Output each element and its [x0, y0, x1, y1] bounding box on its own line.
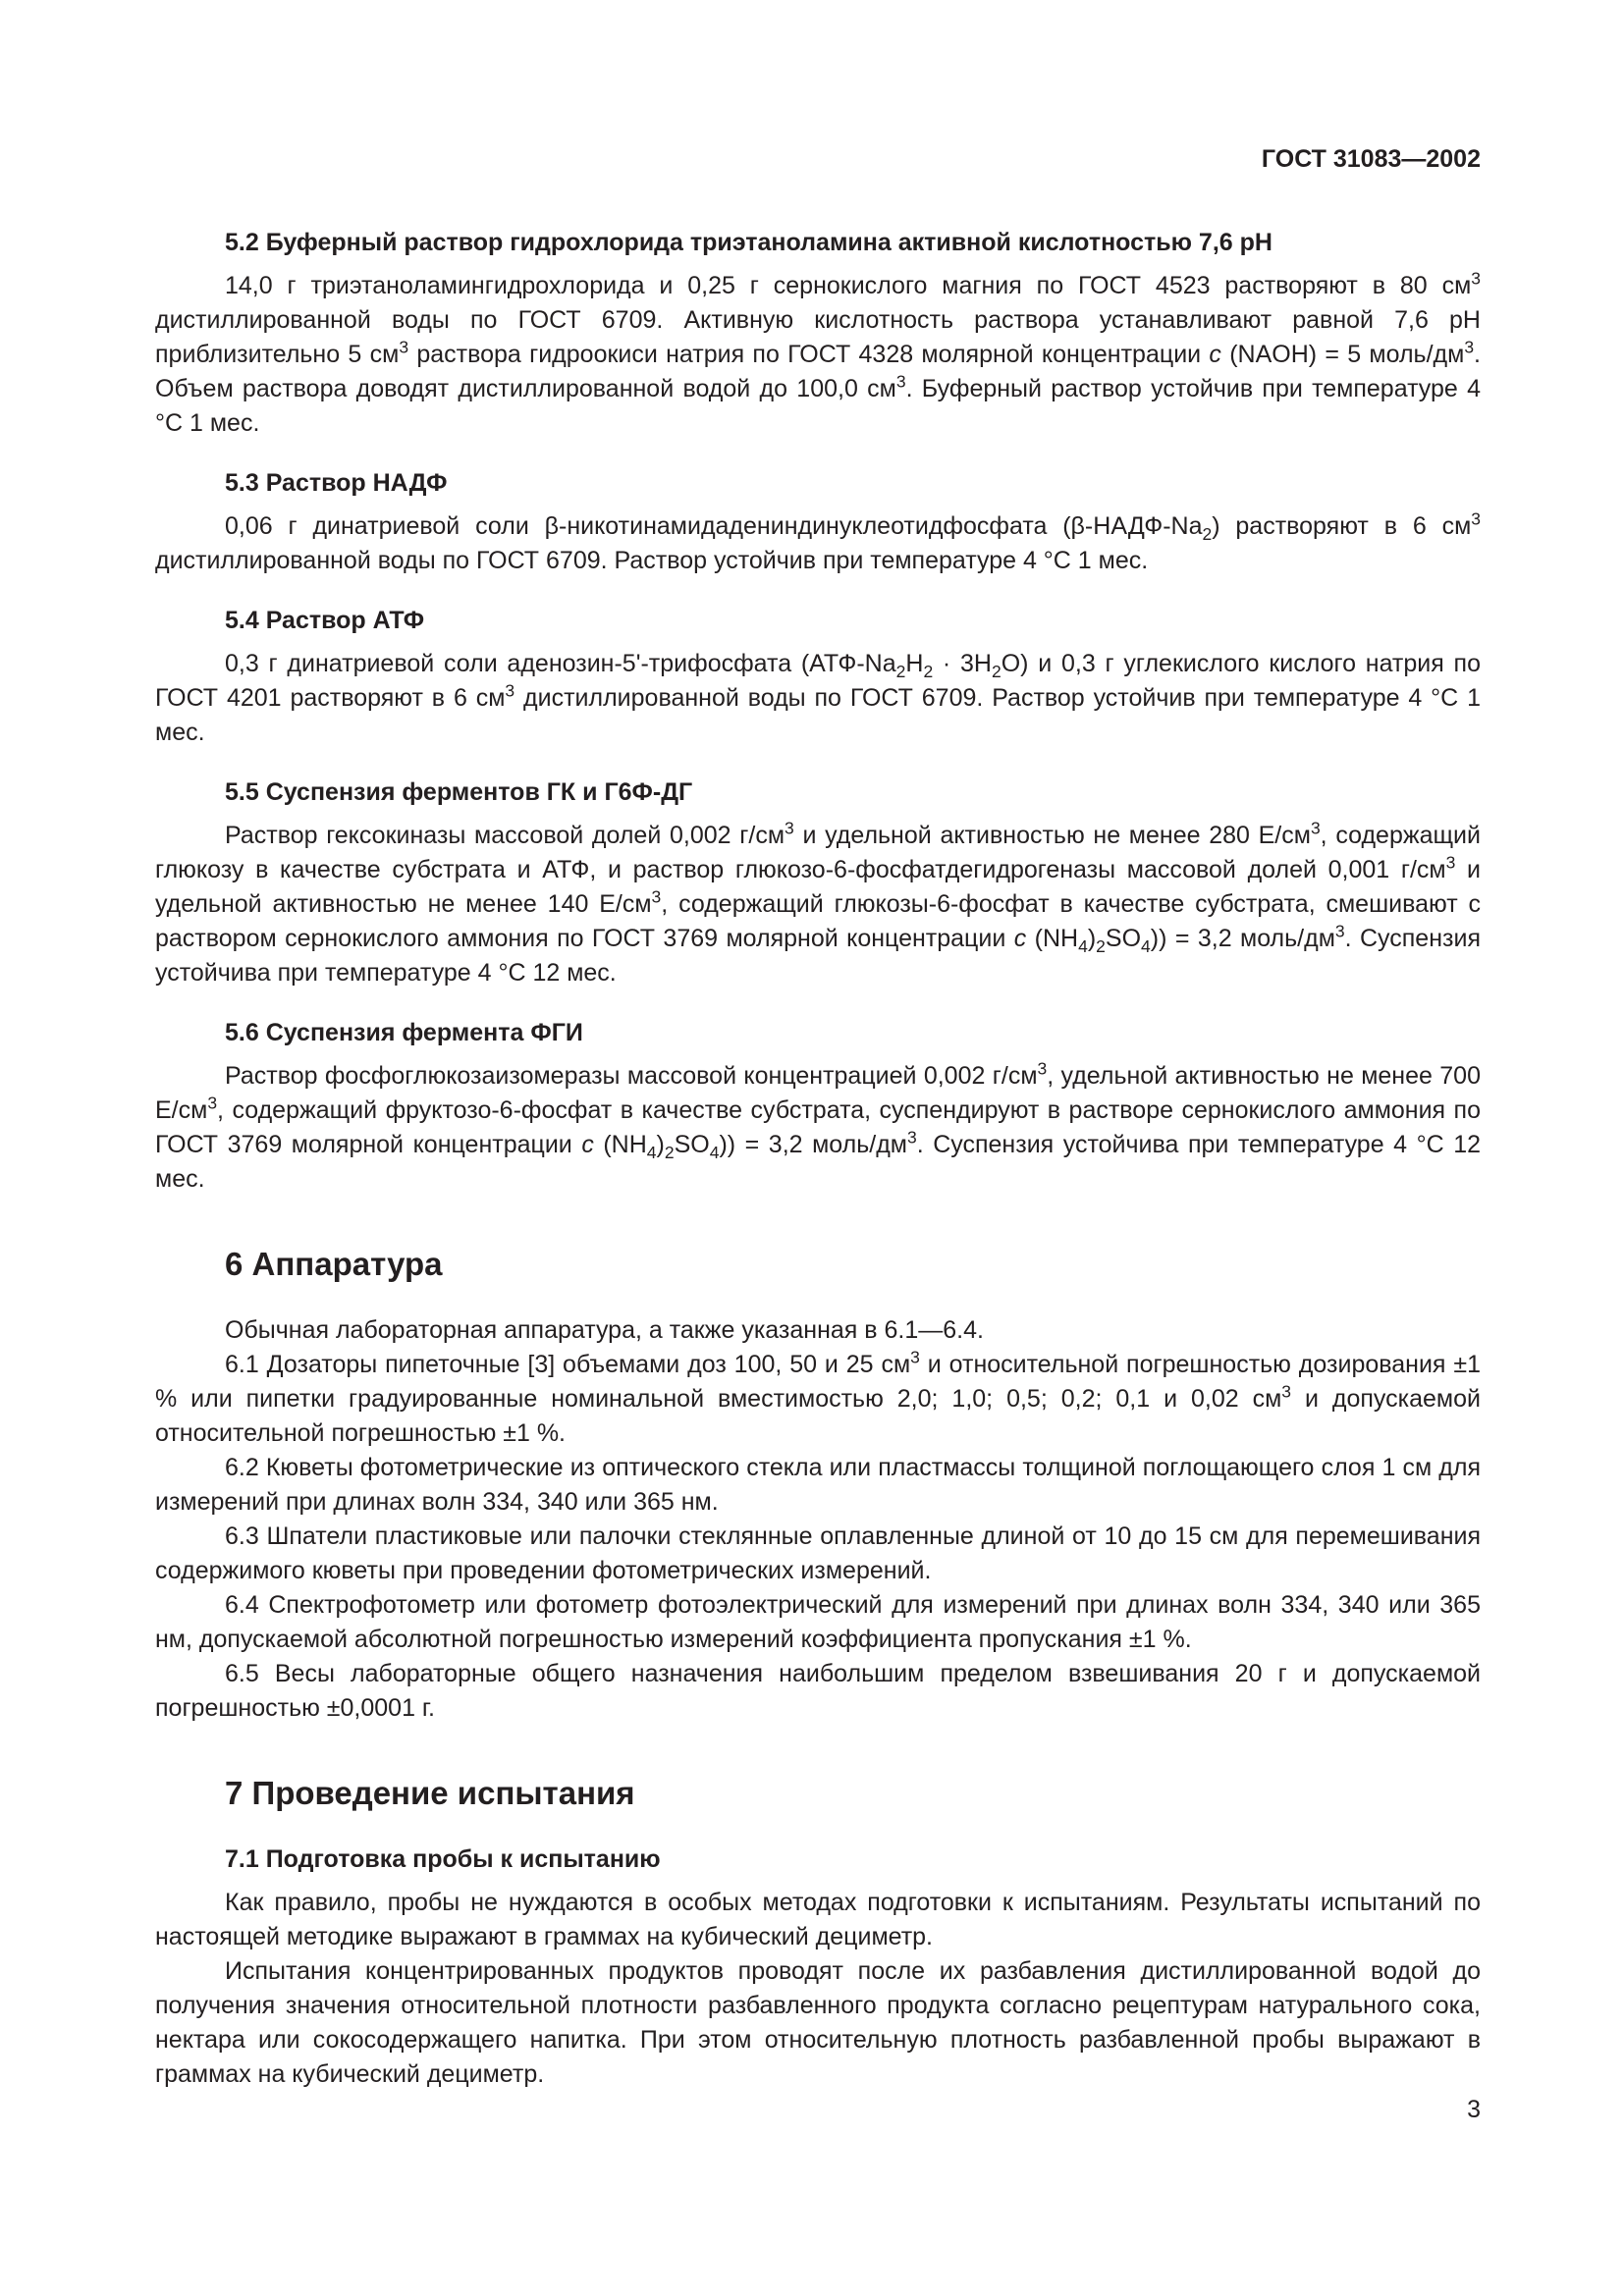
- section-5-3-title: 5.3 Раствор НАДФ: [225, 469, 448, 497]
- item-6-5: 6.5 Весы лабораторные общего назначения наибольшим пределом взвешивания 20 г и допускаемой погрешностью ±0,0001 г.: [155, 1660, 1481, 1722]
- section-7-1-para-2: Испытания концентрированных продуктов проводят после их разбавления дистиллированной водой до получения значения относительной плотности разбавленного продукта согласно рецептурам натурального сока, нектара или сокосодержащего напитка. При этом относительную плотность разбавленной пробы выражают в граммах на кубический дециметр.: [155, 1957, 1481, 2088]
- page-content: [155, 226, 1481, 2092]
- item-6-3: 6.3 Шпатели пластиковые или палочки стеклянные оплавленные длиной от 10 до 15 см для перемешивания содержимого кюветы при проведении фотометрических измерений.: [155, 1522, 1481, 1584]
- section-5-3-text: 0,06 г динатриевой соли β-никотинамидадениндинуклеотидфосфата $(\beta-НАДФ-Na_2)$ растворяют в 6 $см^3$ дистиллированной воды по ГОСТ 6709. Раствор устойчив при температуре 4 °С 1 мес.: [155, 508, 1481, 574]
- section-5-4-title: 5.4 Раствор АТФ: [225, 607, 425, 634]
- section-7-heading: 7 Проведение испытания: [225, 1775, 635, 1811]
- section-5-2-title: 5.2 Буферный раствор гидрохлорида триэтаноламина активной кислотностью 7,6 pH: [225, 229, 1272, 256]
- item-6-2: 6.2 Кюветы фотометрические из оптического стекла или пластмассы толщиной поглощающего слоя 1 см для измерений при длинах волн 334, 340 или 365 нм.: [155, 1454, 1481, 1516]
- section-6-heading: 6 Аппаратура: [225, 1246, 443, 1282]
- section-5-6-text: Раствор фосфоглюкозаизомеразы массовой концентрацией 0,002 $г/см^3$, удельной активностью не менее 700 $Е/см^3$, содержащий фруктозо-6-фосфат в качестве субстрата, суспендируют в растворе сернокислого аммония по ГОСТ 3769 молярной концентрации c $(NH_4)_2SO_4)) = 3,2$ моль/$дм^3$. Суспензия устойчива при температуре 4 °С 12 мес.: [155, 1058, 1482, 1193]
- section-5-5-title: 5.5 Суспензия ферментов ГК и Г6Ф-ДГ: [225, 778, 693, 806]
- page-number: 3: [1467, 2096, 1481, 2123]
- section-6-intro: Обычная лабораторная аппаратура, а также указанная в 6.1—6.4.: [225, 1316, 984, 1344]
- section-7-1-title: 7.1 Подготовка пробы к испытанию: [225, 1845, 661, 1873]
- standard-code-header: ГОСТ 31083—2002: [1261, 145, 1481, 173]
- item-6-4: 6.4 Спектрофотометр или фотометр фотоэлектрический для измерений при длинах волн 334, 340 или 365 нм, допускаемой абсолютной погрешностью измерений коэффициента пропускания ±1 %.: [155, 1591, 1481, 1653]
- item-6-1: 6.1 Дозаторы пипеточные [3] объемами доз 100, 50 и 25 $см^3$ и относительной погрешностью дозирования ±1 % или пипетки градуированные номинальной вместимостью 2,0; 1,0; 0,5; 0,2; 0,1 и 0,02 $см^3$ и допускаемой относительной погрешностью ±1 %.: [155, 1347, 1481, 1447]
- section-7-1-para-1: Как правило, пробы не нуждаются в особых методах подготовки к испытаниям. Результаты испытаний по настоящей методике выражают в граммах на кубический дециметр.: [155, 1889, 1481, 1950]
- section-5-4-text: 0,3 г динатриевой соли аденозин-5'-трифосфата $(АТФ-Na_2H_2 \cdot 3H_2O)$ и 0,3 г углекислого кислого натрия по ГОСТ 4201 растворяют в 6 $см^3$ дистиллированной воды по ГОСТ 6709. Раствор устойчив при температуре 4 °С 1 мес.: [155, 650, 1481, 746]
- section-5-6-title: 5.6 Суспензия фермента ФГИ: [225, 1019, 583, 1046]
- section-5-5-text: Раствор гексокиназы массовой долей 0,002 $г/см^3$ и удельной активностью не менее 280 $Е/см^3$, содержащий глюкозу в качестве субстрата и АТФ, и раствор глюкозо-6-фосфатдегидрогеназы массовой долей 0,001 $г/см^3$ и удельной активностью не менее 140 $Е/см^3$, содержащий глюкозы-6-фосфат в качестве субстрата, смешивают с раствором сернокислого аммония по ГОСТ 3769 молярной концентрации c $(NH_4)_2SO_4)) = 3,2$ моль/$дм^3$. Суспензия устойчива при температуре 4 °С 12 мес.: [155, 818, 1482, 987]
- section-5-2-text: 14,0 г триэтаноламингидрохлорида и 0,25 г сернокислого магния по ГОСТ 4523 растворяют в 80 $см^3$ дистиллированной воды по ГОСТ 6709. Активную кислотность раствора устанавливают равной 7,6 pH приблизительно 5 $см^3$ раствора гидроокиси натрия по ГОСТ 4328 молярной концентрации c (NAOH) = 5 моль/$дм^3$. Объем раствора доводят дистиллированной водой до 100,0 $см^3$. Буферный раствор устойчив при температуре 4 °С 1 мес.: [155, 268, 1482, 437]
